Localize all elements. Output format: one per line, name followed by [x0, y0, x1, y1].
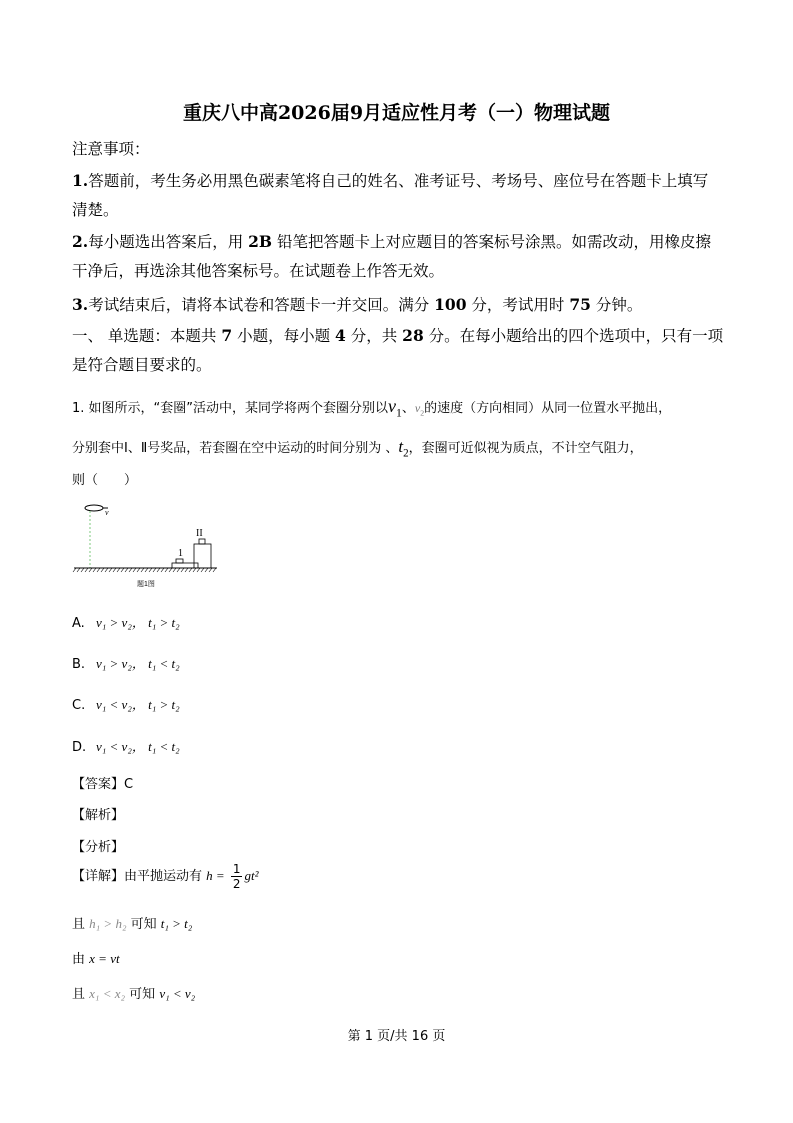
q1-text-c: 分别套中Ⅰ、Ⅱ号奖品，若套圈在空中运动的时间分别为 、 — [72, 441, 399, 456]
hatch-mark — [77, 568, 80, 572]
note-3-line — [72, 293, 642, 315]
hatch-mark — [129, 568, 132, 572]
paper-title: 重庆八中高2026届9月适应性月考（一）物理试题 — [182, 102, 611, 124]
note-1-line-2: 清楚。 — [72, 201, 119, 219]
note-1-line-1 — [72, 169, 708, 191]
line-h-math2: t₁ > t₂ — [160, 916, 193, 931]
option-a-text: v₁ > v₂， t₁ > t₂ — [96, 615, 180, 630]
hatch-mark — [153, 568, 156, 572]
fenxi-tag: 【分析】 — [72, 840, 125, 855]
section-text-c: 分，共 — [345, 327, 403, 345]
question-1-figure — [72, 500, 222, 592]
hatch-mark — [109, 568, 112, 572]
note-2-text-a: 每小题选出答案后，用 — [88, 233, 249, 251]
fraction-denominator: 2 — [232, 877, 241, 891]
line-h-b: 可知 — [130, 917, 157, 932]
hatch-mark — [193, 568, 196, 572]
option-d-label: D. — [72, 740, 87, 755]
section-total: 28 — [402, 326, 424, 345]
q1-v1-sub: 1 — [396, 406, 402, 420]
figure-prize-2-label: II — [196, 528, 203, 539]
answer-tag: 【答案】 — [72, 777, 125, 792]
section-each: 4 — [335, 326, 346, 345]
detail-tag: 【详解】 — [72, 869, 125, 884]
hatch-mark — [189, 568, 192, 572]
hatch-mark — [121, 568, 124, 572]
option-c-text: v₁ < v₂， t₁ > t₂ — [96, 697, 180, 712]
line-xv-math1: x₁ < x₂ — [89, 986, 126, 1001]
formula-left: h = — [206, 868, 225, 883]
option-c — [72, 694, 180, 713]
hatch-mark — [149, 568, 152, 572]
note-3-score: 100 — [434, 295, 467, 314]
note-1-number: 1. — [72, 171, 89, 190]
q1-v2-sub: 2 — [420, 408, 425, 418]
note-1-text: 答题前，考生务必用黑色碳素笔将自己的姓名、准考证号、考场号、座位号在答题卡上填写 — [88, 172, 709, 190]
q1-t2-symbol: t — [398, 437, 404, 456]
prize-1 — [176, 559, 183, 563]
notes-heading: 注意事项： — [72, 140, 150, 158]
note-3-text-a: 考试结束后，请将本试卷和答题卡一并交回。满分 — [88, 296, 435, 314]
note-3-text-c: 分钟。 — [590, 296, 643, 314]
prize-2-stand — [194, 544, 211, 568]
hatch-mark — [157, 568, 160, 572]
ground-hatching — [73, 568, 216, 572]
hatch-mark — [97, 568, 100, 572]
q1-t2-sub: 2 — [403, 447, 409, 460]
line-xv-math2: v₁ < v₂ — [159, 986, 196, 1001]
line-x-a: 由 — [72, 952, 86, 967]
line-x-math: x = vt — [89, 951, 120, 966]
hatch-mark — [93, 568, 96, 572]
note-2-number: 2. — [72, 232, 89, 251]
line-x-compare — [72, 983, 195, 1002]
option-d-text: v₁ < v₂， t₁ < t₂ — [96, 739, 180, 754]
section-heading-line-1 — [72, 324, 723, 346]
hatch-mark — [201, 568, 204, 572]
q1-text-b: 的速度（方向相同）从同一位置水平抛出， — [424, 401, 672, 416]
note-2-text-b: 铅笔把答题卡上对应题目的答案标号涂黑。如需改动，用橡皮擦 — [272, 233, 711, 251]
hatch-mark — [169, 568, 172, 572]
q1-t2 — [398, 437, 409, 460]
option-d — [72, 736, 180, 755]
hatch-mark — [165, 568, 168, 572]
page-footer: 第 1 页/共 16 页 — [347, 1029, 446, 1044]
q1-text-a: 1. 如图所示，“套圈”活动中，某同学将两个套圈分别以 — [72, 401, 389, 416]
line-x — [72, 948, 120, 967]
formula-right: gt² — [244, 868, 259, 883]
figure-v-label: v — [105, 508, 109, 517]
hatch-mark — [205, 568, 208, 572]
q1-v2 — [414, 401, 425, 418]
note-3-time: 75 — [569, 295, 591, 314]
hatch-mark — [145, 568, 148, 572]
section-count: 7 — [221, 326, 233, 345]
hatch-mark — [181, 568, 184, 572]
hatch-mark — [85, 568, 88, 572]
formula-fraction — [231, 862, 243, 891]
hatch-mark — [133, 568, 136, 572]
option-b — [72, 653, 180, 672]
line-xv-a: 且 — [72, 987, 86, 1002]
hatch-mark — [213, 568, 216, 572]
option-a — [72, 612, 180, 631]
hatch-mark — [125, 568, 128, 572]
hatch-mark — [117, 568, 120, 572]
question-1-line-3: 则（ ） — [72, 473, 138, 488]
hatch-mark — [209, 568, 212, 572]
q1-v2-symbol: v — [414, 401, 421, 415]
hatch-mark — [137, 568, 140, 572]
prize-2 — [199, 539, 205, 544]
figure-prize-1-label: 1 — [178, 548, 183, 559]
hatch-mark — [177, 568, 180, 572]
hatch-mark — [141, 568, 144, 572]
q1-separator: 、 — [401, 401, 415, 416]
line-h-math1: h₁ > h₂ — [89, 916, 127, 931]
fraction-numerator: 1 — [232, 862, 241, 876]
section-text-a: 一、 单选题：本题共 — [72, 327, 222, 345]
hatch-mark — [101, 568, 104, 572]
note-3-text-b: 分，考试用时 — [466, 296, 570, 314]
hatch-mark — [81, 568, 84, 572]
hatch-mark — [173, 568, 176, 572]
note-2-line-1 — [72, 230, 711, 252]
note-2-line-2: 干净后，再选涂其他答案标号。在试题卷上作答无效。 — [72, 262, 445, 280]
question-1-line-1 — [72, 396, 671, 420]
q1-v1-symbol: v — [388, 396, 397, 416]
hatch-mark — [185, 568, 188, 572]
ring-shape — [85, 505, 103, 511]
figure-caption: 题1图 — [137, 581, 155, 588]
hatch-mark — [113, 568, 116, 572]
detail-line — [72, 862, 259, 891]
hatch-mark — [197, 568, 200, 572]
detail-text: 由平抛运动有 — [124, 869, 203, 884]
section-heading-line-2: 是符合题目要求的。 — [72, 356, 212, 374]
option-a-label: A. — [72, 616, 85, 631]
hatch-mark — [161, 568, 164, 572]
note-2-pencil: 2B — [248, 232, 273, 251]
note-3-number: 3. — [72, 295, 89, 314]
section-text-d: 分。在每小题给出的四个选项中，只有一项 — [423, 327, 724, 345]
option-b-text: v₁ > v₂， t₁ < t₂ — [96, 656, 180, 671]
question-1-line-2 — [72, 437, 643, 459]
q1-text-d: ，套圈可近似视为质点，不计空气阻力， — [408, 441, 643, 456]
hatch-mark — [105, 568, 108, 572]
section-text-b: 小题，每小题 — [232, 327, 336, 345]
line-xv-b: 可知 — [129, 987, 156, 1002]
option-b-label: B. — [72, 657, 86, 672]
answer-line — [72, 773, 133, 792]
line-height-compare — [72, 913, 192, 932]
answer-value: C — [124, 777, 134, 792]
q1-v1 — [388, 396, 402, 420]
analysis-tag: 【解析】 — [72, 808, 125, 823]
hatch-mark — [89, 568, 92, 572]
option-c-label: C. — [72, 698, 86, 713]
line-h-a: 且 — [72, 917, 86, 932]
hatch-mark — [73, 568, 76, 572]
